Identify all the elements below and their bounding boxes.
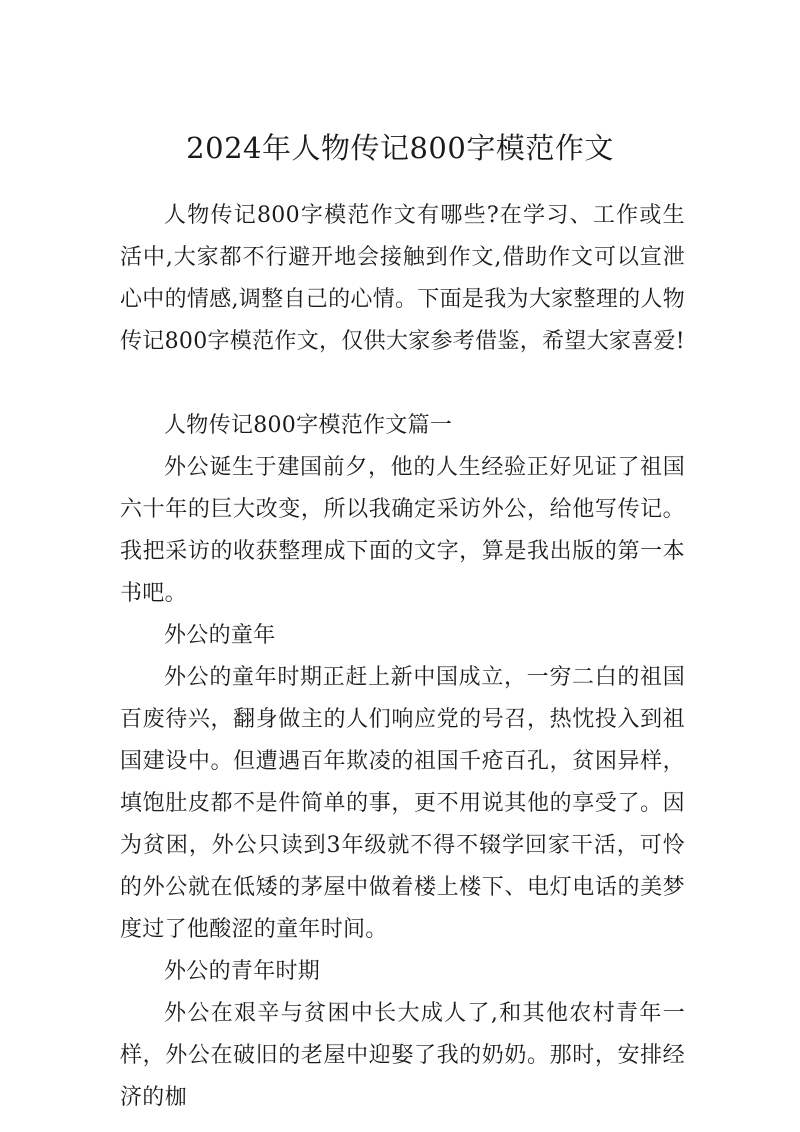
heading-childhood: 外公的童年 [164, 623, 276, 648]
paragraph-2: 外公的童年时期正赶上新中国成立，一穷二白的祖国百废待兴，翻身做主的人们响应党的号召，热忱投入到祖国建设中。但遭遇百年欺凌的祖国千疮百孔，贫困异样，填饱肚皮都不是件简单的事，更不用说其他的享受了。因为贫困，外公只读到3年级就不得不辍学回家干活，可怜的外公就在低矮的茅屋中做着楼上楼下、电灯电话的美梦度过了他酸涩的童年时间。 [120, 665, 685, 942]
document-title: 2024年人物传记800字模范作文 [186, 131, 614, 165]
section-title: 人物传记800字模范作文篇一 [164, 413, 453, 438]
paragraph-1: 外公诞生于建国前夕，他的人生经验正好见证了祖国六十年的巨大改变，所以我确定采访外公，给他写传记。我把采访的收获整理成下面的文字，算是我出版的第一本书吧。 [120, 455, 685, 606]
paragraph-spacer [120, 363, 685, 405]
document-body [120, 195, 685, 1119]
paragraph-3: 外公在艰辛与贫困中长大成人了,和其他农村青年一样，外公在破旧的老屋中迎娶了我的奶奶。那时，安排经济的枷 [120, 1001, 685, 1110]
intro-paragraph: 人物传记800字模范作文有哪些?在学习、工作或生活中,大家都不行避开地会接触到作文,借助作文可以宣泄心中的情感,调整自己的心情。下面是我为大家整理的人物传记800字模范作文，仅供大家参考借鉴，希望大家喜爱! [120, 203, 685, 354]
heading-youth: 外公的青年时期 [164, 959, 321, 984]
